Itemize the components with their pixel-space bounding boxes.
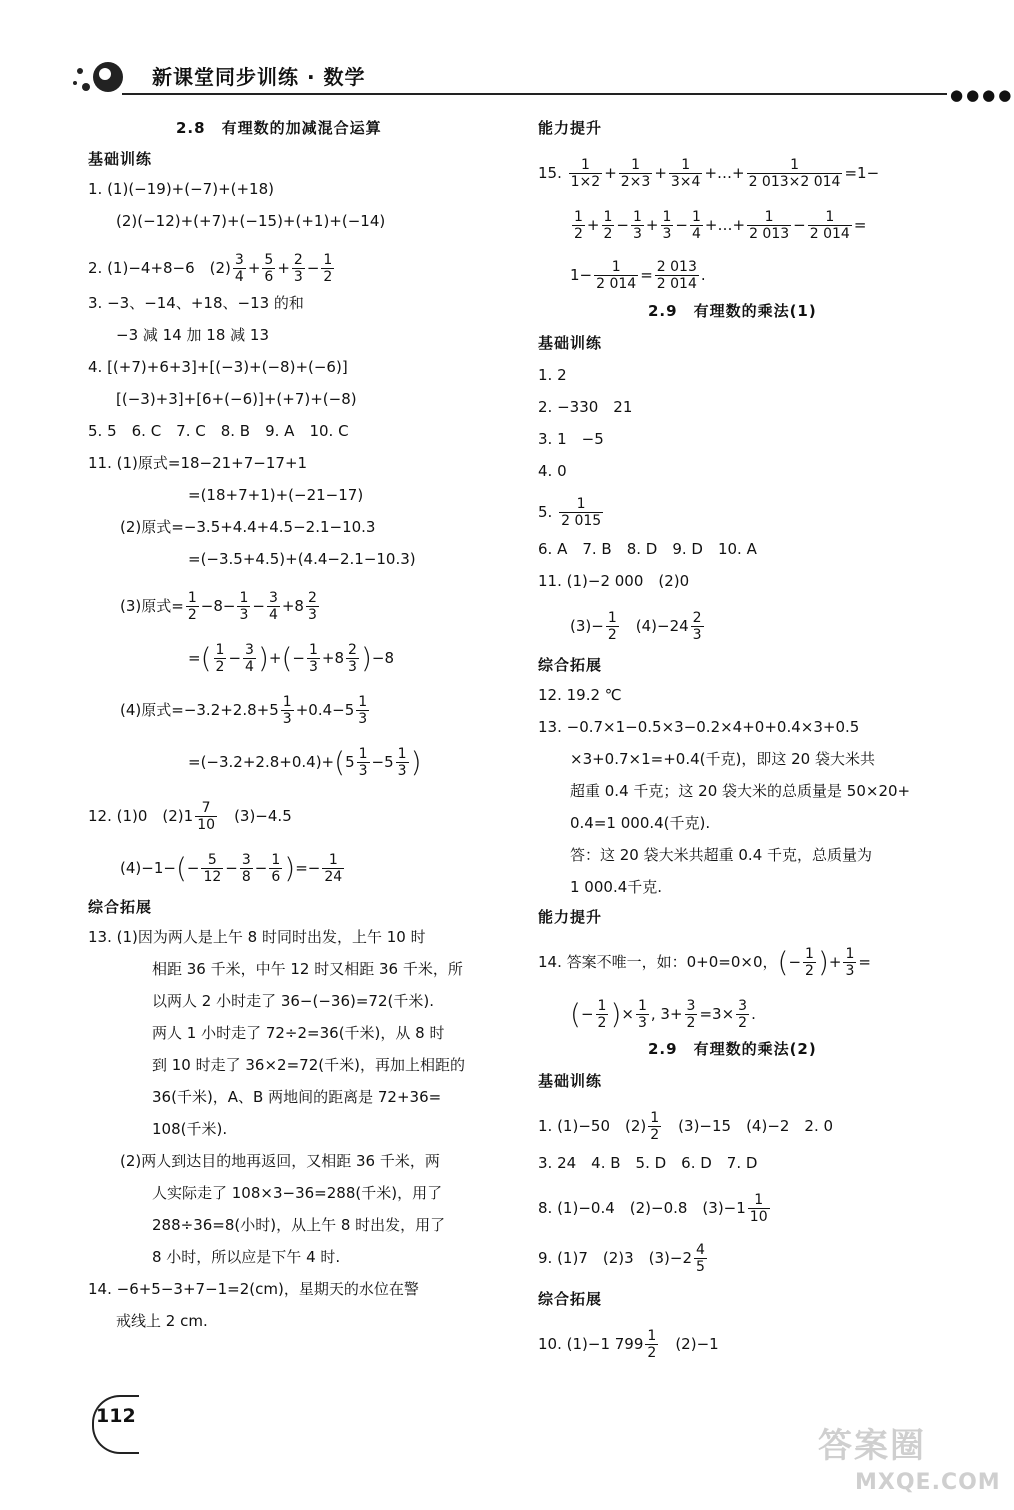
answer-line: 15. $\frac{1}{1\times 2}$ + $\frac{1}{2\times 3}$ + $\frac{1}{3\times 4}$ +…+ $\frac{1}{2 013\times 2 014}$ =1− (538, 157, 880, 190)
answer-line: 4. 0 (538, 462, 567, 480)
answer-line: 人实际走了 108×3−36=288(千米)，用了 (152, 1184, 443, 1202)
answer-line: −3 减 14 加 18 减 13 (116, 326, 269, 344)
answer-line: 5. 5 6. C 7. C 8. B 9. A 10. C (88, 422, 349, 440)
answer-line: 108(千米). (152, 1120, 228, 1138)
answer-line: 两人 1 小时走了 72÷2=36(千米)，从 8 时 (152, 1024, 445, 1042)
answer-line: 288÷36=8(小时)，从上午 8 时出发，用了 (152, 1216, 446, 1234)
answer-line: 相距 36 千米，中午 12 时又相距 36 千米，所 (152, 960, 463, 978)
answer-line: 3. 1 −5 (538, 430, 604, 448)
subsection-basic: 基础训练 (88, 150, 153, 168)
answer-line: 超重 0.4 千克；这 20 袋大米的总质量是 50×20+ (570, 782, 911, 800)
answer-line: =( $\frac{1}{2}$ − $\frac{3}{4}$ )+(− $\frac{1}{3}$ +8 $\frac{2}{3}$ )−8 (188, 641, 394, 675)
header-rule (122, 93, 947, 95)
answer-line: 12. (1)0 (2)1 $\frac{7}{10}$ (3)−4.5 (88, 800, 292, 833)
answer-line: (4)原式=−3.2+2.8+5 $\frac{1}{3}$ +0.4−5 $\frac{1}{3}$ (120, 694, 368, 727)
answer-line: 14. −6+5−3+7−1=2(cm)，星期天的水位在警 (88, 1280, 419, 1298)
answer-line: =(−3.2+2.8+0.4)+(5 $\frac{1}{3}$ −5 $\frac{1}{3}$ ) (188, 745, 422, 779)
answer-line: 答：这 20 袋大米共超重 0.4 千克，总质量为 (570, 846, 873, 864)
answer-line: 0.4=1 000.4(千克). (570, 814, 711, 832)
answer-line: 4. [(+7)+6+3]+[(−3)+(−8)+(−6)] (88, 358, 348, 376)
subsection-extension: 综合拓展 (538, 1290, 603, 1308)
answer-line: (2)(−12)+(+7)+(−15)+(+1)+(−14) (116, 212, 386, 230)
subsection-ability: 能力提升 (538, 119, 603, 137)
section-title: 2.9 有理数的乘法(2) (648, 1040, 817, 1058)
answer-line: (2)原式=−3.5+4.4+4.5−2.1−10.3 (120, 518, 376, 536)
answer-line: (3)− $\frac{1}{2}$ (4)−24 $\frac{2}{3}$ (570, 610, 702, 643)
answer-line: 2. (1)−4+8−6 (2) $\frac{3}{4}$ + $\frac{5}{6}$ + $\frac{2}{3}$ − $\frac{1}{2}$ (88, 252, 333, 285)
answer-line: 13. −0.7×1−0.5×3−0.2×4+0+0.4×3+0.5 (538, 718, 860, 736)
answer-line: =(18+7+1)+(−21−17) (188, 486, 364, 504)
answer-line: 8 小时，所以应是下午 4 时. (152, 1248, 341, 1266)
answer-line: 6. A 7. B 8. D 9. D 10. A (538, 540, 757, 558)
answer-line: ×3+0.7×1=+0.4(千克)，即这 20 袋大米共 (570, 750, 875, 768)
answer-line: 12. 19.2 ℃ (538, 686, 622, 704)
answer-line: 10. (1)−1 799 $\frac{1}{2}$ (2)−1 (538, 1328, 719, 1361)
answer-line: 5. $\frac{1}{2 015}$ (538, 496, 602, 529)
answer-line: 14. 答案不唯一，如：0+0=0×0，(− $\frac{1}{2}$ )+ $\frac{1}{3}$ = (538, 945, 871, 979)
answer-line: 9. (1)7 (2)3 (3)−2 $\frac{4}{5}$ (538, 1242, 705, 1275)
answer-line: 8. (1)−0.4 (2)−0.8 (3)−1 $\frac{1}{10}$ (538, 1192, 768, 1225)
section-title: 2.8 有理数的加减混合运算 (176, 119, 382, 137)
answer-line: 3. −3、−14、+18、−13 的和 (88, 294, 304, 312)
answer-line: 11. (1)原式=18−21+7−17+1 (88, 454, 308, 472)
answer-line: 11. (1)−2 000 (2)0 (538, 572, 690, 590)
answer-line: 13. (1)因为两人是上午 8 时同时出发，上午 10 时 (88, 928, 426, 946)
subsection-extension: 综合拓展 (88, 898, 153, 916)
subsection-basic: 基础训练 (538, 334, 603, 352)
page-header (70, 55, 1014, 104)
answer-line: 戒线上 2 cm. (116, 1312, 208, 1330)
answer-line: 2. −330 21 (538, 398, 633, 416)
book-logo-icon (70, 57, 130, 97)
answer-line: (4)−1−(− $\frac{5}{12}$ − $\frac{3}{8}$ − $\frac{1}{6}$ )=− $\frac{1}{24}$ (120, 851, 343, 885)
answer-line: [(−3)+3]+[6+(−6)]+(+7)+(−8) (116, 390, 357, 408)
section-title: 2.9 有理数的乘法(1) (648, 302, 817, 320)
subsection-ability: 能力提升 (538, 908, 603, 926)
answer-line: 1. (1)−50 (2) $\frac{1}{2}$ (3)−15 (4)−2 2. 0 (538, 1110, 834, 1143)
book-title: 新课堂同步训练 · 数学 (152, 65, 366, 89)
answer-line: =(−3.5+4.5)+(4.4−2.1−10.3) (188, 550, 416, 568)
watermark-url: MXQE.COM (855, 1470, 1001, 1495)
answer-line: (2)两人到达目的地再返回，又相距 36 千米，两 (120, 1152, 440, 1170)
answer-line: 1− $\frac{1}{2 014}$ = $\frac{2 013}{2 014}$ . (570, 259, 706, 292)
answer-line: 1 000.4千克. (570, 878, 663, 896)
answer-line: (− $\frac{1}{2}$ )× $\frac{1}{3}$ , 3+ $\frac{3}{2}$ =3× $\frac{3}{2}$ . (570, 997, 756, 1031)
answer-line: 到 10 时走了 36×2=72(千米)，再加上相距的 (152, 1056, 465, 1074)
watermark-logo: 答案圈 (818, 1426, 926, 1466)
answer-line: (3)原式= $\frac{1}{2}$ −8− $\frac{1}{3}$ − $\frac{3}{4}$ +8 $\frac{2}{3}$ (120, 590, 317, 623)
answer-line: 3. 24 4. B 5. D 6. D 7. D (538, 1154, 758, 1172)
subsection-basic: 基础训练 (538, 1072, 603, 1090)
answer-line: 1. 2 (538, 366, 567, 384)
answer-line: 以两人 2 小时走了 36−(−36)=72(千米). (152, 992, 434, 1010)
answer-line: $\frac{1}{2}$ + $\frac{1}{2}$ − $\frac{1}{3}$ + $\frac{1}{3}$ − $\frac{1}{4}$ +…+ $\frac{1}{2 013}$ − $\frac{1}{2 014}$ = (574, 209, 867, 242)
subsection-extension: 综合拓展 (538, 656, 603, 674)
answer-line: 1. (1)(−19)+(−7)+(+18) (88, 180, 274, 198)
answer-line: 36(千米)，A、B 两地间的距离是 72+36= (152, 1088, 442, 1106)
page-number: 112 (96, 1405, 136, 1427)
header-dots: ●●●● (950, 86, 1014, 104)
